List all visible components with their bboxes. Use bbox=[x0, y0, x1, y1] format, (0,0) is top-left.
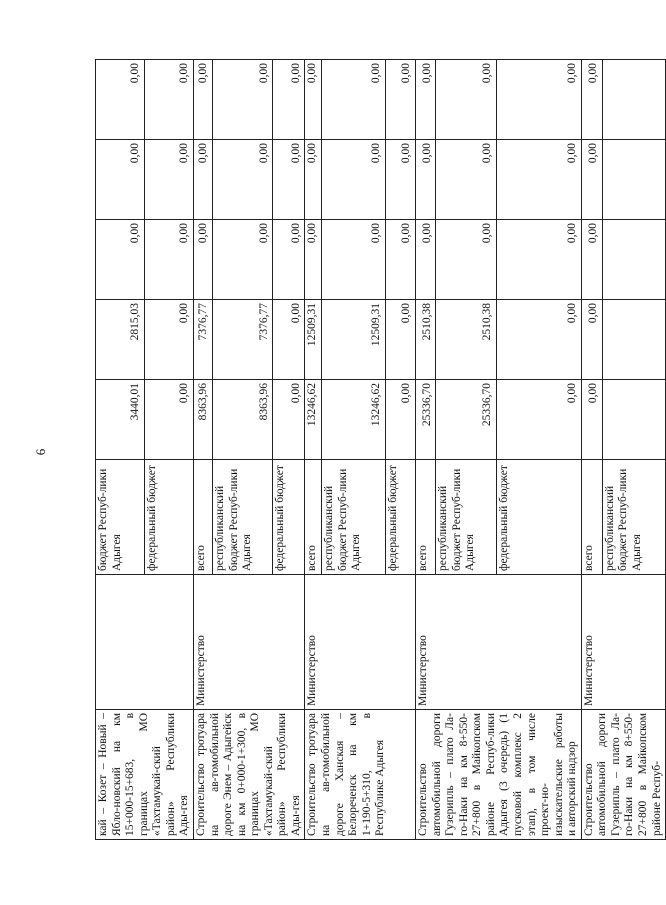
responsible-cell: Министерство bbox=[416, 575, 582, 710]
value-cell: 0,00 bbox=[416, 140, 436, 220]
value-cell: 0,00 bbox=[496, 220, 581, 300]
object-description: Строительство автомобильной дороги Гузерипль – плато Ла-го-Наки на км 8+550-27+800 в Майкопском районе Респуб-лики Адыгея (3 очередь) (1 пусковой комплекс 2 этап), в том числе проект-но-изыскательские работы и авторский надзор bbox=[416, 710, 582, 840]
value-cell: 0,00 bbox=[436, 220, 497, 300]
budget-source: республиканский бюджет Респуб-лики Адыгея bbox=[322, 460, 386, 575]
value-cell: 12509,31 bbox=[322, 300, 386, 380]
value-cell: 0,00 bbox=[581, 140, 602, 220]
value-cell: 0,00 bbox=[96, 220, 145, 300]
object-description: Строительство тротуара на ав-томобильной дороге Энем – Адыгейск на км 0+000-1+300, в границах МО «Тахтамукай-ский район» Республики Ады-гея bbox=[193, 710, 305, 840]
value-cell: 25336,70 bbox=[436, 380, 497, 460]
value-cell: 0,00 bbox=[273, 140, 305, 220]
value-cell: 0,00 bbox=[273, 380, 305, 460]
value-cell: 0,00 bbox=[322, 60, 386, 140]
value-cell: 2510,38 bbox=[416, 300, 436, 380]
value-cell: 0,00 bbox=[322, 140, 386, 220]
value-cell: 0,00 bbox=[144, 380, 193, 460]
value-cell: 0,00 bbox=[144, 140, 193, 220]
responsible-cell: Министерство bbox=[305, 575, 416, 710]
value-cell: 0,00 bbox=[386, 220, 416, 300]
object-description: кай – Козет – Новый – Ябло-новский на км 15+000-15+683, в границах МО «Тахтамукай-ский район» Республики Ады-гея bbox=[96, 710, 194, 840]
budget-source: федеральный бюджет bbox=[386, 460, 416, 575]
budget-source: федеральный бюджет bbox=[144, 460, 193, 575]
value-cell: 0,00 bbox=[193, 220, 212, 300]
value-cell: 0,00 bbox=[96, 140, 145, 220]
value-cell: 0,00 bbox=[496, 300, 581, 380]
value-cell bbox=[602, 140, 665, 220]
value-cell: 7376,77 bbox=[213, 300, 273, 380]
value-cell: 0,00 bbox=[96, 60, 145, 140]
table-row bbox=[581, 60, 602, 840]
value-cell: 0,00 bbox=[386, 300, 416, 380]
value-cell: 0,00 bbox=[581, 380, 602, 460]
value-cell: 0,00 bbox=[144, 60, 193, 140]
table-row bbox=[305, 60, 322, 840]
budget-source: федеральный бюджет bbox=[496, 460, 581, 575]
page-number: 6 bbox=[33, 448, 48, 456]
budget-source: республиканский бюджет Респуб-лики Адыгея bbox=[436, 460, 497, 575]
value-cell: 0,00 bbox=[193, 140, 212, 220]
budget-source: всего bbox=[305, 460, 322, 575]
value-cell: 2815,03 bbox=[96, 300, 145, 380]
value-cell bbox=[602, 60, 665, 140]
budget-source: федеральный бюджет bbox=[273, 460, 305, 575]
value-cell: 12509,31 bbox=[305, 300, 322, 380]
value-cell: 0,00 bbox=[386, 60, 416, 140]
value-cell: 0,00 bbox=[496, 380, 581, 460]
value-cell: 7376,77 bbox=[193, 300, 212, 380]
value-cell: 0,00 bbox=[213, 60, 273, 140]
value-cell: 0,00 bbox=[193, 60, 212, 140]
value-cell: 8363,96 bbox=[193, 380, 212, 460]
table-row bbox=[193, 60, 212, 840]
value-cell: 0,00 bbox=[416, 220, 436, 300]
value-cell: 0,00 bbox=[386, 140, 416, 220]
value-cell: 0,00 bbox=[144, 300, 193, 380]
value-cell: 25336,70 bbox=[416, 380, 436, 460]
value-cell: 0,00 bbox=[581, 220, 602, 300]
value-cell: 0,00 bbox=[305, 140, 322, 220]
budget-source: республиканский бюджет Респуб-лики Адыгея bbox=[213, 460, 273, 575]
value-cell: 0,00 bbox=[273, 60, 305, 140]
value-cell: 0,00 bbox=[305, 60, 322, 140]
object-description: Строительство тротуара на ав-томобильной дороге Ханская – Белореченск на км 1+190-5+310, в Республике Адыгея bbox=[305, 710, 416, 840]
value-cell bbox=[602, 380, 665, 460]
value-cell: 0,00 bbox=[581, 300, 602, 380]
value-cell: 3440,01 bbox=[96, 380, 145, 460]
value-cell: 0,00 bbox=[273, 220, 305, 300]
value-cell: 13246,62 bbox=[322, 380, 386, 460]
value-cell: 0,00 bbox=[581, 60, 602, 140]
value-cell: 0,00 bbox=[386, 380, 416, 460]
budget-source: бюджет Респуб-лики Адыгея bbox=[96, 460, 145, 575]
rotated-table-wrapper bbox=[95, 60, 663, 840]
value-cell: 0,00 bbox=[213, 140, 273, 220]
value-cell: 0,00 bbox=[436, 60, 497, 140]
value-cell: 0,00 bbox=[305, 220, 322, 300]
responsible-cell: Министерство bbox=[581, 575, 665, 710]
value-cell bbox=[602, 300, 665, 380]
table-row bbox=[96, 60, 145, 840]
value-cell: 0,00 bbox=[144, 220, 193, 300]
value-cell: 13246,62 bbox=[305, 380, 322, 460]
budget-source: всего bbox=[416, 460, 436, 575]
budget-source: республиканский бюджет Респуб-лики Адыгея bbox=[602, 460, 665, 575]
value-cell: 2510,38 bbox=[436, 300, 497, 380]
budget-source: всего bbox=[581, 460, 602, 575]
table-row bbox=[416, 60, 436, 840]
value-cell: 0,00 bbox=[496, 140, 581, 220]
responsible-cell: Министерство bbox=[193, 575, 305, 710]
value-cell: 0,00 bbox=[436, 140, 497, 220]
value-cell bbox=[602, 220, 665, 300]
value-cell: 0,00 bbox=[322, 220, 386, 300]
value-cell: 8363,96 bbox=[213, 380, 273, 460]
budget-table bbox=[95, 59, 666, 840]
budget-source: всего bbox=[193, 460, 212, 575]
object-description: Строительство автомобильной дороги Гузерипль – плато Ла-го-Наки на км 8+550-27+800 в Майкопском районе Респуб- bbox=[581, 710, 665, 840]
value-cell: 0,00 bbox=[273, 300, 305, 380]
value-cell: 0,00 bbox=[496, 60, 581, 140]
value-cell: 0,00 bbox=[416, 60, 436, 140]
responsible-cell bbox=[96, 575, 194, 710]
value-cell: 0,00 bbox=[213, 220, 273, 300]
